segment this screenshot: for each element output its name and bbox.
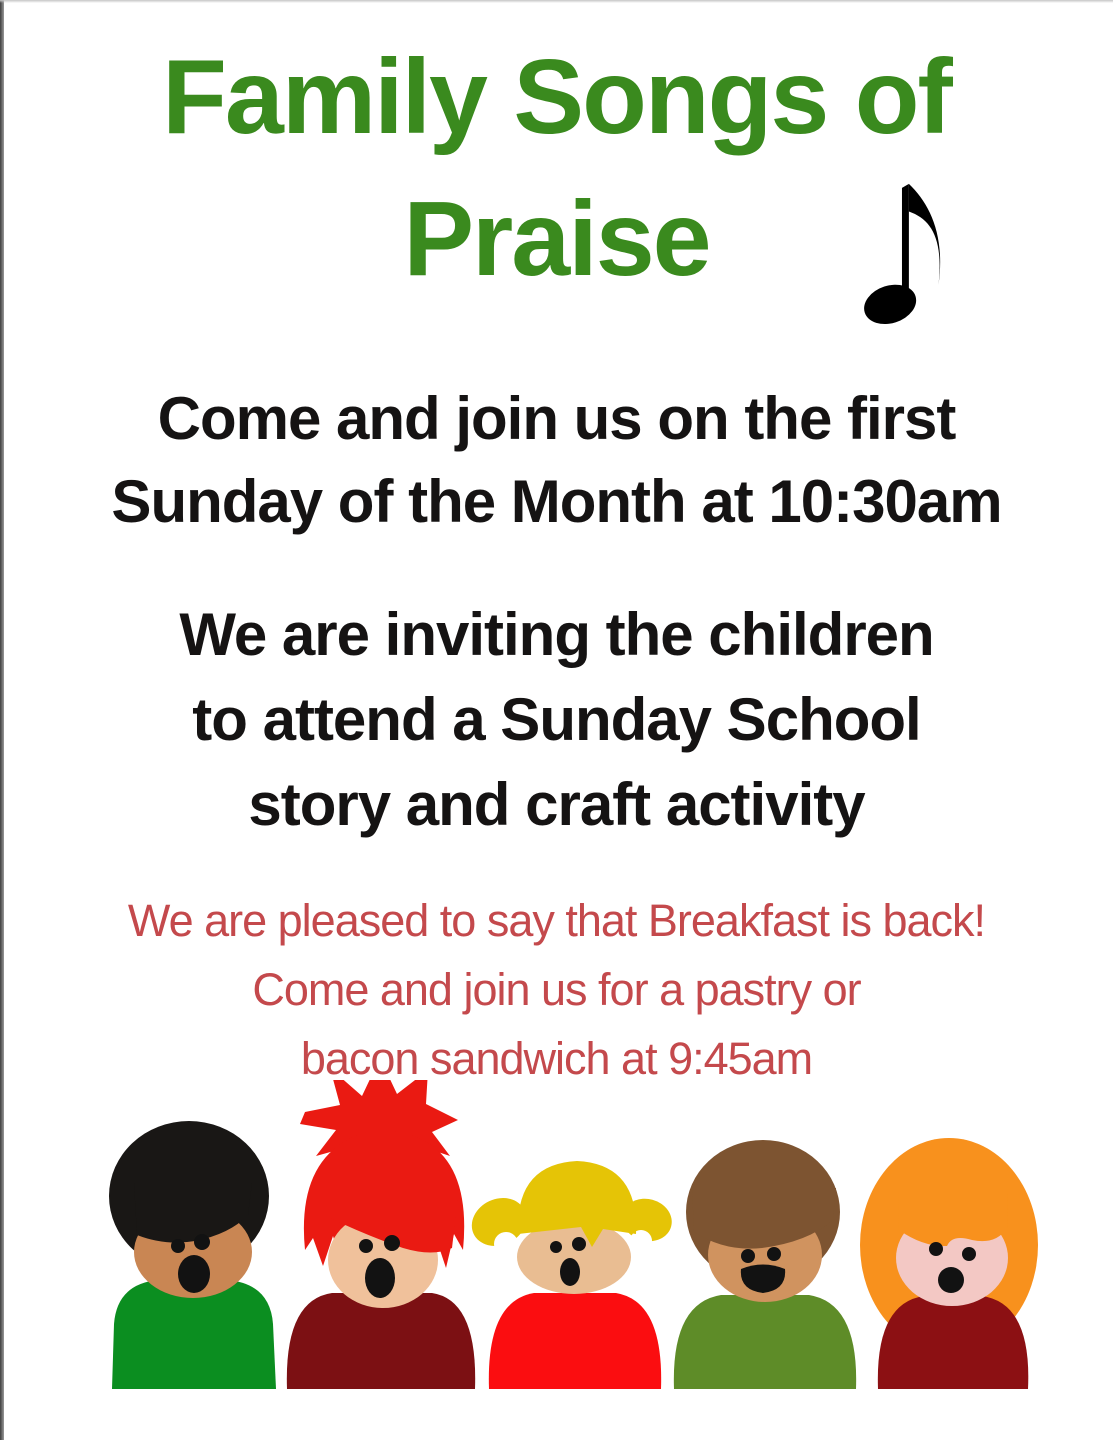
schedule-line-1: Come and join us on the first xyxy=(157,385,956,452)
pigtail-left-notch xyxy=(494,1232,518,1256)
eye-right xyxy=(194,1234,210,1250)
music-note-icon xyxy=(850,176,950,334)
breakfast-line-3: bacon sandwich at 9:45am xyxy=(300,1033,813,1084)
section-schedule xyxy=(0,377,1113,543)
title-line-2: Praise xyxy=(403,180,710,298)
shirt xyxy=(674,1295,856,1389)
eighth-note-glyph xyxy=(859,184,940,331)
eye-left xyxy=(929,1242,943,1256)
photo-edge-top xyxy=(0,0,1113,3)
schedule-line-2: Sunday of the Month at 10:30am xyxy=(111,468,1002,535)
singing-mouth xyxy=(178,1255,210,1293)
sunday-school-line-1: We are inviting the children xyxy=(179,601,934,668)
eye-left xyxy=(550,1241,562,1253)
eye-right xyxy=(767,1247,781,1261)
note-flag xyxy=(909,184,940,285)
children-illustration xyxy=(0,1080,1113,1440)
eye-left xyxy=(171,1239,185,1253)
photo-edge-left xyxy=(0,0,4,1440)
note-stem xyxy=(902,184,909,306)
breakfast-line-1: We are pleased to say that Breakfast is back! xyxy=(127,895,986,946)
sunday-school-line-2: to attend a Sunday School xyxy=(192,686,921,753)
eye-right xyxy=(572,1237,586,1251)
child-boy-brown-hair xyxy=(674,1140,856,1389)
child-girl-orange-hair xyxy=(860,1138,1038,1389)
hair-fringe xyxy=(898,1193,1008,1246)
child-boy-black-hair xyxy=(109,1121,276,1389)
singing-mouth xyxy=(365,1258,395,1298)
eye-left xyxy=(741,1249,755,1263)
eye-left xyxy=(359,1239,373,1253)
child-girl-blonde-pigtails xyxy=(464,1161,677,1389)
sunday-school-line-3: story and craft activity xyxy=(248,771,865,838)
title-line-1: Family Songs of xyxy=(162,38,951,156)
breakfast-line-2: Come and join us for a pastry or xyxy=(252,964,861,1015)
section-breakfast xyxy=(0,886,1113,1093)
eye-right xyxy=(962,1247,976,1261)
shirt xyxy=(878,1296,1028,1389)
note-head xyxy=(859,278,921,330)
child-girl-red-hair xyxy=(287,1080,475,1389)
singing-mouth xyxy=(560,1258,580,1286)
singing-mouth xyxy=(938,1267,964,1293)
section-sunday-school xyxy=(0,592,1113,847)
shirt xyxy=(489,1293,661,1389)
eye-right xyxy=(384,1235,400,1251)
